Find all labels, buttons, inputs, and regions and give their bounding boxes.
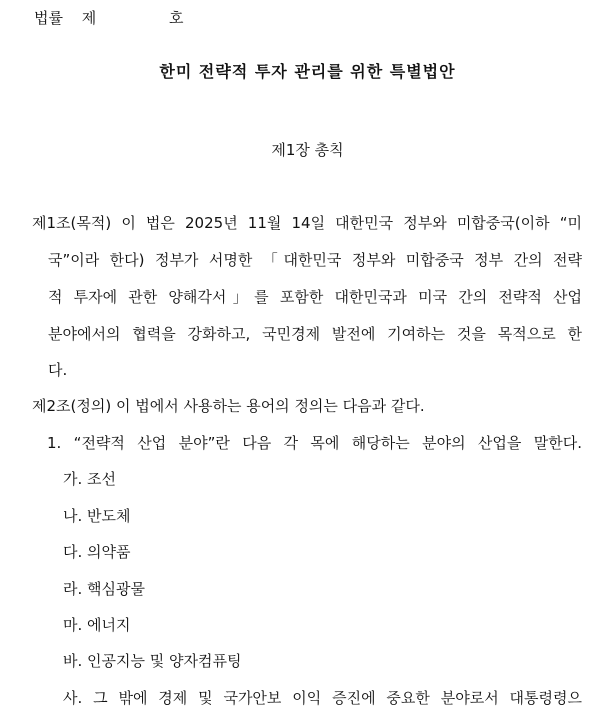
subitem: 바. 인공지능 및 양자컴퓨팅 <box>63 652 242 670</box>
law-number-header <box>34 8 184 28</box>
article2-item-1: 1. “전략적 산업 분야”란 다음 각 목에 해당하는 분야의 산업을 말한다. <box>47 434 582 452</box>
law-label: 법률 <box>34 9 63 27</box>
law-number-suffix: 호 <box>169 9 184 27</box>
subitem: 라. 핵심광물 <box>63 580 145 598</box>
law-number-prefix: 제 <box>81 9 97 27</box>
subitem: 나. 반도체 <box>63 507 131 525</box>
article1-line: 분야에서의 협력을 강화하고, 국민경제 발전에 기여하는 것을 목적으로 한 <box>48 325 582 343</box>
document-title: 한미 전략적 투자 관리를 위한 특별법안 <box>159 62 456 81</box>
article1-line: 국”이라 한다) 정부가 서명한 「대한민국 정부와 미합중국 정부 간의 전략 <box>48 251 582 269</box>
article1-line: 다. <box>48 361 68 379</box>
subitem: 가. 조선 <box>63 470 117 488</box>
subitem: 다. 의약품 <box>63 543 131 561</box>
subitem: 사. 그 밖에 경제 및 국가안보 이익 증진에 중요한 분야로서 대통령령으 <box>63 689 582 707</box>
subitem: 마. 에너지 <box>63 616 131 634</box>
chapter-heading: 제1장 총칙 <box>271 141 344 159</box>
article2-heading: 제2조(정의) 이 법에서 사용하는 용어의 정의는 다음과 같다. <box>32 397 425 415</box>
article1-line: 제1조(목적) 이 법은 2025년 11월 14일 대한민국 정부와 미합중국(이하 “미 <box>32 214 582 232</box>
article1-line: 적 투자에 관한 양해각서」를 포함한 대한민국과 미국 간의 전략적 산업 <box>48 288 582 306</box>
